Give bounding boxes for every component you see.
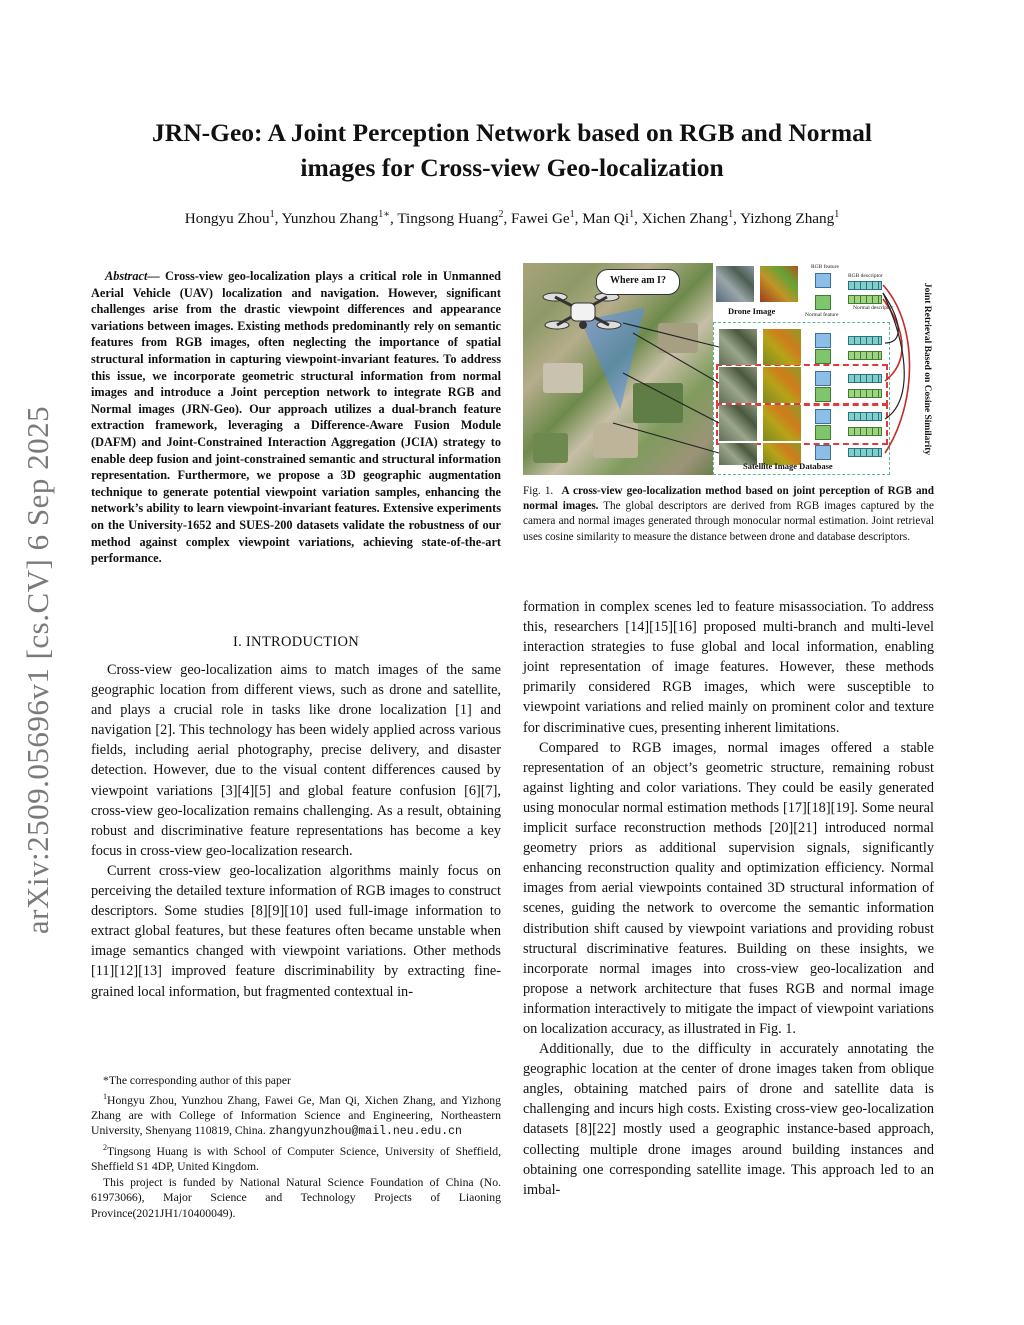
caption-bold: A cross-view geo-localization method based on joint perception of RGB and normal images. [523,485,934,513]
figure-1 [523,263,937,477]
abstract-dash: — [147,269,165,283]
section-heading: I. INTRODUCTION [232,634,360,650]
caption-text: The global descriptors are derived from RGB images captured by the camera and normal images generated through monocular normal estimation. Joint retrieval uses cosine similarity to measure the distance between drone and database descriptors. [523,500,934,543]
footnote-funding: This project is funded by National Natural Science Foundation of China (No. 61973066), Major Science and Technology Projects of Liaoning Province(2021JH1/10400049). [91,1175,501,1220]
caption-label: Fig. 1. [523,485,554,497]
where-am-i-bubble: Where am I? [596,269,680,295]
satellite-database-label: Satellite Image Database [743,461,833,471]
rgb-feature-label: RGB feature [811,264,839,270]
email-link[interactable]: zhangyunzhou@mail.neu.edu.cn [268,1125,462,1139]
arxiv-id: arXiv:2509.05696v1 [cs.CV] 6 Sep 2025 [20,405,55,935]
paragraph: Additionally, due to the difficulty in accurately annotating the geographic location at the center of drone images taken from oblique angles, obtaining matched pairs of drone and satellite data is challenging and incurs high costs. Existing cross-view geo-localization datasets [8][22] mostly used a geographic instance-based approach, collecting multiple drone images around building instances and obtaining one corresponding satellite image. This approach led to an imbal- [523,1041,934,1198]
footnote-corresponding: *The corresponding author of this paper [103,1074,291,1087]
retrieval-arrows [523,263,937,477]
paragraph: Compared to RGB images, normal images offered a stable representation of an object’s geometric structure, remaining robust against lighting and color variations. They could be easily generated using monocular normal estimation methods [17][18][19]. Some neural implicit surface reconstruction methods [20][21] introduced normal geometry priors as additional supervision signals, significantly enhancing reconstruction quality and optimization efficiency. Normal images from aerial viewpoints contained 3D structural information of scenes, guiding the network to overcome the semantic information distribution shift caused by viewpoint variations and providing robust structural discriminative features. Building on these insights, we incorporate normal images into cross-view geo-localization and propose a network architecture that fuses RGB and normal image information interactively to mitigate the impact of viewpoint variations on localization accuracy, as illustrated in Fig. 1. [523,739,934,1037]
joint-retrieval-label: Joint Retrieval Based on Cosine Similarity [922,282,932,456]
author: Fawei Ge$^1$, [511,209,583,228]
paragraph: formation in complex scenes led to feature misassociation. To address this, researchers [14][15][16] proposed multi-branch and multi-level interaction strategies to fuse global and local information, enabling joint representation of image features. However, these methods primarily considered RGB images, which were susceptible to viewpoint variations and relied mainly on prominent color and texture for discriminative cues, presenting inherent limitations. [523,599,934,736]
author: Tingsong Huang$^2$, [397,209,512,228]
abstract-text: Cross-view geo-localization plays a critical role in Unmanned Aerial Vehicle (UAV) localization and navigation. However, significant challenges arise from the drastic viewpoint differences and appearance variations between images. Existing methods predominantly rely on semantic features from RGB images, often neglecting the importance of spatial structural information in capturing viewpoint-invariant features. To address this issue, we incorporate geometric structural information from normal images and introduce a Joint perception network to integrate RGB and Normal images (JRN-Geo). Our approach utilizes a dual-branch feature extraction framework, leveraging a Difference-Aware Fusion Module (DAFM) and Joint-Constrained Interaction Aggregation (JCIA) strategy to enable deep fusion and joint-constrained semantic and structural information representation. Furthermore, we propose a 3D geographic augmentation technique to generate potential viewpoint variation samples, enhancing the network’s ability to learn viewpoint-invariant features. Extensive experiments on the University-1652 and SUES-200 datasets validate the robustness of our method against complex viewpoint variations, achieving state-of-the-art performance. [91,269,502,566]
author-list [60,209,964,228]
author: Yizhong Zhang$^1$ [740,209,840,228]
normal-descriptor-label: Normal descriptor [853,305,894,311]
right-column [523,597,934,1200]
rgb-descriptor-label: RGB descriptor [848,273,883,279]
author: Man Qi$^1$, [582,209,642,228]
author: Hongyu Zhou$^1$, [184,209,282,228]
footnote-affiliation-1: $^1$Hongyu Zhou, Yunzhou Zhang, Fawei Ge, Man Qi, Xichen Zhang, and Yizhong Zhang are with College of Information Science and Engineering, Northeastern University, Shenyang 110819, China. zhangyunzhou@mail.neu.edu.cn [91,1091,501,1139]
footnote-affiliation-2: $^2$Tingsong Huang is with School of Computer Science, University of Sheffield, Sheffield S1 4DP, United Kingdom. [91,1142,501,1174]
abstract [91,268,501,567]
abstract-label: Abstract [105,269,148,283]
title-line-1: JRN-Geo: A Joint Perception Network based on RGB and Normal [152,118,872,147]
footnotes [91,1073,501,1221]
drone-image-label: Drone Image [728,306,776,316]
paper-title [100,115,924,185]
author: Xichen Zhang$^1$, [641,209,741,228]
normal-feature-label: Normal feature [805,312,839,318]
paragraph: Cross-view geo-localization aims to match images of the same geographic location from different views, such as drone and satellite, and plays a crucial role in tasks like drone localization [1] and navigation [2]. This technology has been widely applied across various fields, including aerial photography, precise delivery, and disaster detection. However, due to the visual content differences caused by viewpoint variations [3][4][5] and global feature confusion [6][7], cross-view geo-localization remains challenging. As a result, obtaining robust and discriminative feature representations has become a key focus in cross-view geo-localization research. [91,662,501,859]
left-column [91,660,501,1002]
title-line-2: images for Cross-view Geo-localization [300,153,724,182]
figure-caption [523,484,934,545]
paragraph: Current cross-view geo-localization algorithms mainly focus on perceiving the detailed texture information of RGB images to construct descriptors. Some studies [8][9][10] used full-image information to extract global features, but these features often became unstable when image semantics changed with viewpoint variations. Other methods [11][12][13] improved feature discriminability by extracting fine-grained local information, but fragmented contextual in- [91,862,501,1000]
arxiv-stamp [8,375,68,965]
author: Yunzhou Zhang$^{1∗}$, [281,209,398,228]
